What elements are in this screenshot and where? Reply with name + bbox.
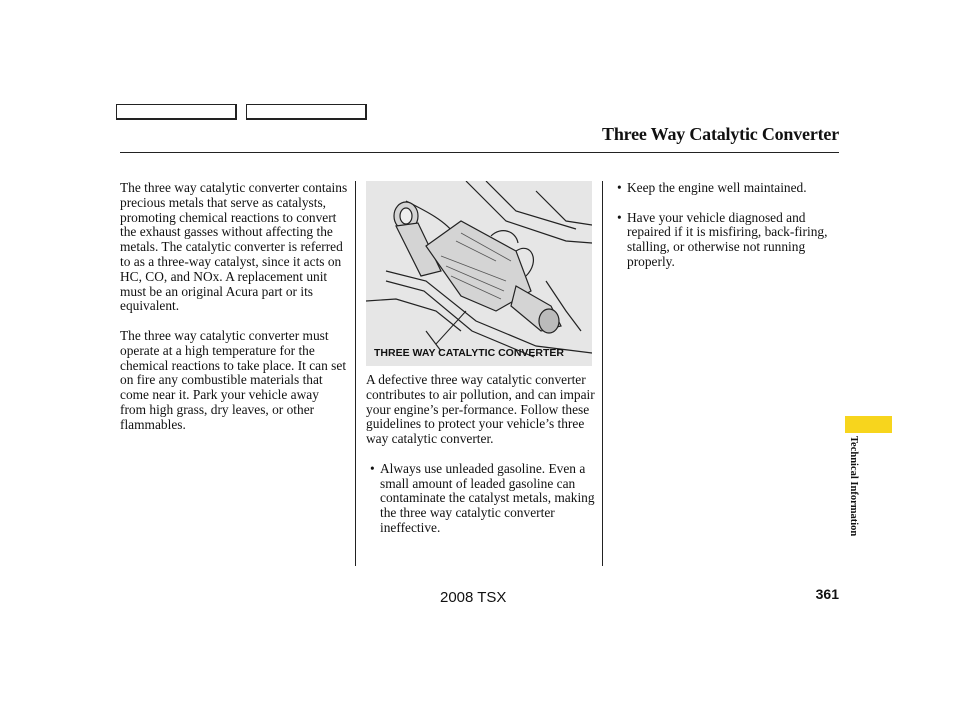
catalytic-converter-drawing — [366, 181, 592, 366]
column-divider — [355, 181, 356, 566]
bullet-item — [617, 181, 837, 196]
bullet-text: Keep the engine well maintained. — [627, 180, 807, 195]
section-tab[interactable] — [845, 416, 892, 433]
previous-page-button[interactable] — [116, 104, 237, 120]
bullet-symbol: • — [617, 209, 622, 225]
paragraph: The three way catalytic converter must operate at a high temperature for the chemical reactions to take place. It can set on fire any combustible materials that come near it. Park your vehicle away from high grass, dry leaves, or other flammables. — [120, 327, 347, 432]
bullet-symbol: • — [617, 180, 622, 195]
bullet-item — [370, 462, 596, 536]
page-title: Three Way Catalytic Converter — [602, 124, 839, 144]
footer-model: 2008 TSX — [440, 589, 507, 606]
section-label: Technical Information — [848, 436, 859, 537]
page-number: 361 — [815, 586, 839, 602]
next-page-button[interactable] — [246, 104, 367, 120]
paragraph: A defective three way catalytic converter contributes to air pollution, and can impair your engine’s per-formance. Follow these guidelines to protect your vehicle’s three way catalytic converter. — [366, 372, 595, 447]
middle-column — [366, 373, 596, 536]
bullet-text: Always use unleaded gasoline. Even a small amount of leaded gasoline can contaminate the catalyst metals, making the three way catalytic converter ineffective. — [380, 460, 595, 535]
title-rule — [120, 152, 839, 153]
bullet-text: Have your vehicle diagnosed and repaired if it is misfiring, back-firing, stalling, or otherwise not running properly. — [627, 209, 828, 269]
figure-caption: THREE WAY CATALYTIC CONVERTER — [374, 347, 564, 359]
bullet-symbol: • — [370, 460, 375, 476]
column-divider — [602, 181, 603, 566]
catalytic-converter-illustration — [366, 181, 592, 366]
paragraph: The three way catalytic converter contains precious metals that serve as catalysts, promoting chemical reactions to convert the exhaust gasses without affecting the metals. The catalytic converter is referred to as a three-way catalyst, since it acts on HC, CO, and NOx. A replacement unit must be an original Acura part or its equivalent. — [120, 180, 348, 314]
bullet-item — [617, 211, 837, 270]
right-column — [617, 181, 837, 270]
left-column — [120, 181, 348, 433]
